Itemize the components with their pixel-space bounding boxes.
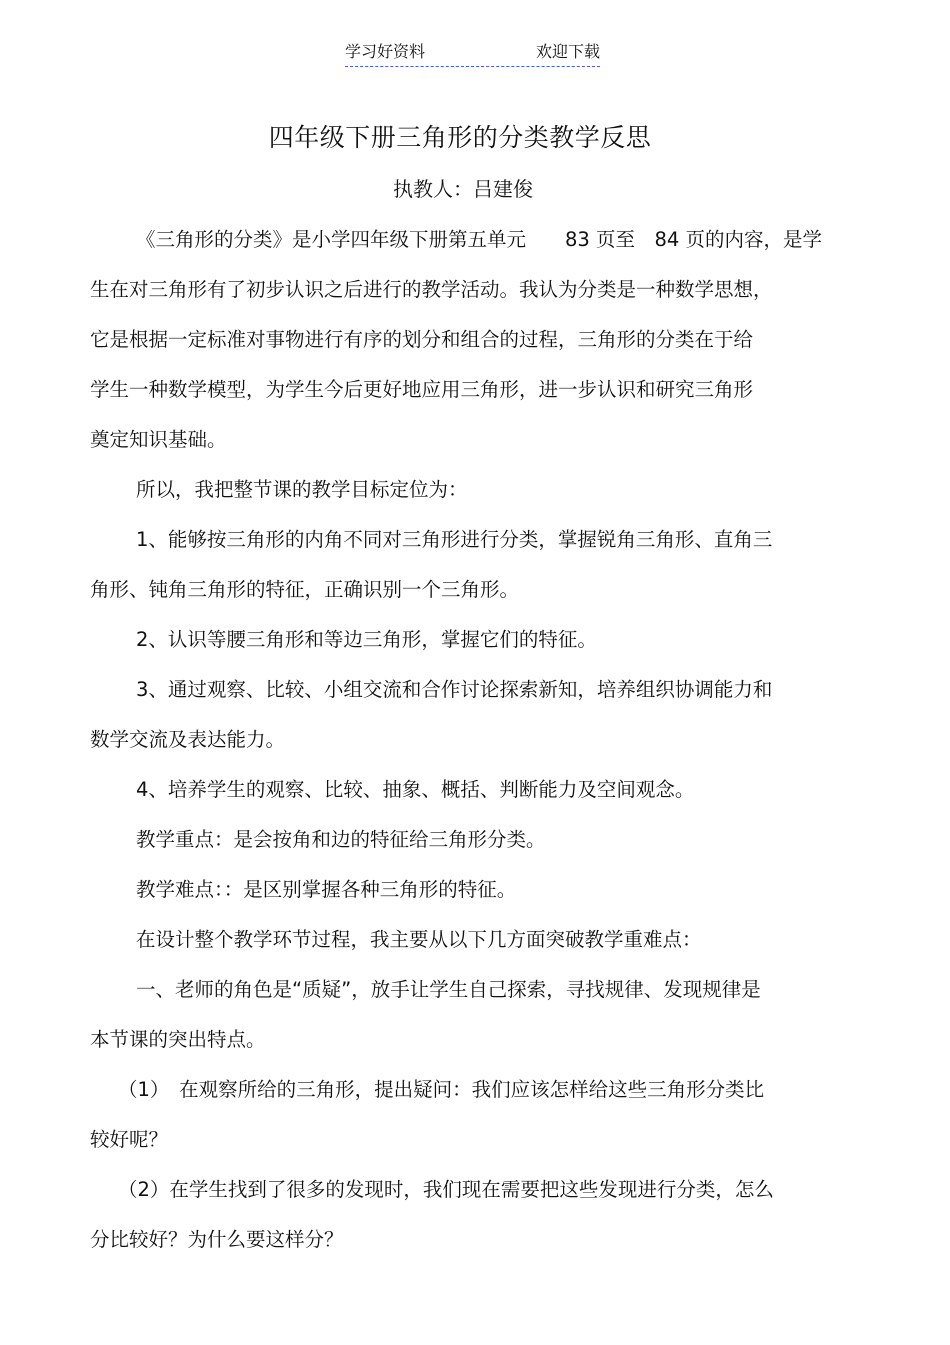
- document-author: 执教人：吕建俊: [393, 177, 533, 201]
- body-line: 较好呢？: [90, 1128, 169, 1151]
- body-line: 3、通过观察、比较、小组交流和合作讨论探索新知，培养组织协调能力和: [136, 678, 773, 701]
- body-line: 《三角形的分类》是小学四年级下册第五单元 83 页至 84 页的内容，是学: [136, 228, 823, 251]
- body-line: 教学难点：：是区别掌握各种三角形的特征。: [136, 878, 517, 901]
- body-line: 本节课的突出特点。: [90, 1028, 266, 1051]
- body-line: 角形、钝角三角形的特征，正确识别一个三角形。: [90, 578, 520, 601]
- body-line: 在设计整个教学环节过程，我主要从以下几方面突破教学重难点：: [136, 928, 702, 951]
- body-line: 4、培养学生的观察、比较、抽象、概括、判断能力及空间观念。: [136, 778, 695, 801]
- document-title: 四年级下册三角形的分类教学反思: [268, 123, 652, 152]
- body-line: 所以，我把整节课的教学目标定位为：: [136, 478, 468, 501]
- body-line: （2）在学生找到了很多的发现时，我们现在需要把这些发现进行分类，怎么: [118, 1178, 774, 1201]
- body-line: 数学交流及表达能力。: [90, 728, 286, 751]
- header-left-text: 学习好资料: [345, 42, 426, 61]
- header-right-text: 欢迎下载: [535, 42, 600, 61]
- body-line: （1） 在观察所给的三角形，提出疑问：我们应该怎样给这些三角形分类比: [118, 1078, 765, 1101]
- body-line: 生在对三角形有了初步认识之后进行的教学活动。我认为分类是一种数学思想，: [90, 278, 773, 301]
- body-line: 教学重点：是会按角和边的特征给三角形分类。: [136, 828, 546, 851]
- body-line: 奠定知识基础。: [90, 428, 227, 451]
- body-line: 分比较好？为什么要这样分？: [90, 1228, 344, 1251]
- body-line: 1、能够按三角形的内角不同对三角形进行分类，掌握锐角三角形、直角三: [136, 528, 773, 551]
- body-line: 学生一种数学模型，为学生今后更好地应用三角形，进一步认识和研究三角形: [90, 378, 754, 401]
- body-line: 2、认识等腰三角形和等边三角形，掌握它们的特征。: [136, 628, 597, 651]
- body-line: 一、老师的角色是“质疑”，放手让学生自己探索，寻找规律、发现规律是: [136, 978, 761, 1001]
- body-line: 它是根据一定标准对事物进行有序的划分和组合的过程，三角形的分类在于给: [90, 328, 754, 351]
- page-header: [345, 40, 600, 67]
